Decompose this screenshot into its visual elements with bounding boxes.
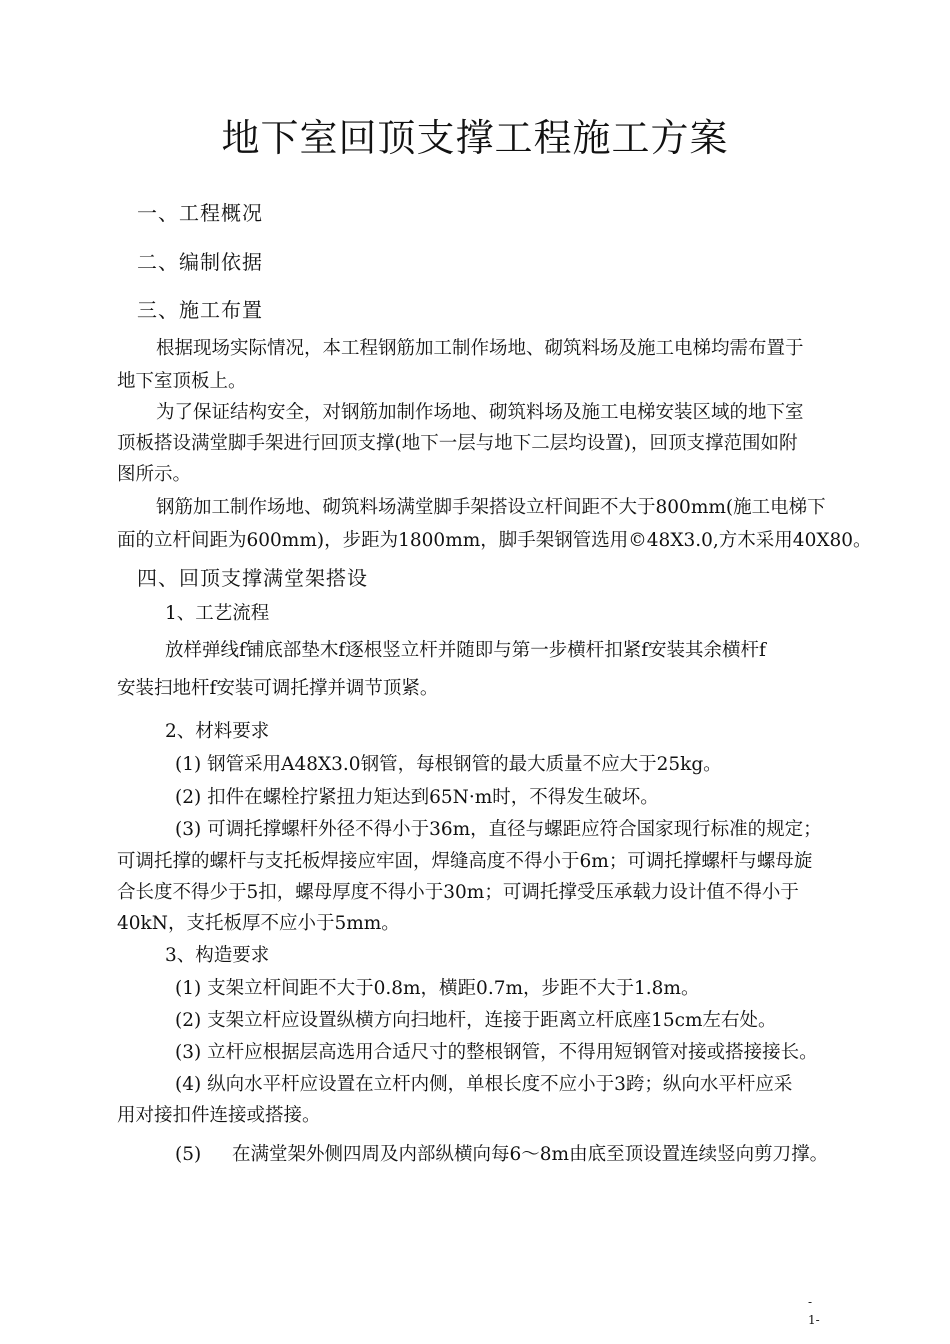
process-line: 安装扫地杆f安装可调托撑并调节顶紧。 (117, 678, 439, 699)
page-title: 地下室回顶支撑工程施工方案 (221, 116, 729, 160)
material-item-3: (3) 可调托撑螺杆外径不得小于36m，直径与螺距应符合国家现行标准的规定； (175, 819, 822, 840)
construction-item-4-line: 用对接扣件连接或搭接。 (117, 1105, 321, 1126)
subsection-heading-3: 3、构造要求 (165, 945, 270, 966)
page-number-dash: - (808, 1295, 813, 1309)
material-item-1: (1) 钢管采用A48X3.0钢管，每根钢管的最大质量不应大于25kg。 (175, 754, 722, 775)
construction-item-5: 在满堂架外侧四周及内部纵横向每6〜8m由底至顶设置连续竖向剪刀撑。 (232, 1144, 829, 1165)
construction-item-1: (1) 支架立杆间距不大于0.8m，横距0.7m，步距不大于1.8m。 (175, 978, 700, 999)
construction-item-3: (3) 立杆应根据层高选用合适尺寸的整根钢管，不得用短钢管对接或搭接接长。 (175, 1042, 818, 1063)
construction-item-2: (2) 支架立杆应设置纵横方向扫地杆，连接于距离立杆底座15cm左右处。 (175, 1010, 777, 1031)
material-item-3-line: 合长度不得少于5扣，螺母厚度不得小于30m；可调托撑受压承载力设计值不得小于 (117, 882, 799, 903)
paragraph-line: 钢筋加工制作场地、砌筑料场满堂脚手架搭设立杆间距不大于800mm(施工电梯下 (156, 497, 826, 518)
process-line: 放样弹线f铺底部垫木f逐根竖立杆并随即与第一步横杆扣紧f安装其余横杆f (165, 640, 766, 661)
construction-item-4: (4) 纵向水平杆应设置在立杆内侧，单根长度不应小于3跨；纵向水平杆应采 (175, 1074, 793, 1095)
page-number: 1- (808, 1313, 820, 1327)
section-heading-2: 二、编制依据 (137, 250, 263, 274)
material-item-2: (2) 扣件在螺栓拧紧扭力矩达到65N·m时，不得发生破坏。 (175, 787, 659, 808)
paragraph-line: 顶板搭设满堂脚手架进行回顶支撑(地下一层与地下二层均设置)，回顶支撑范围如附 (117, 433, 798, 454)
paragraph-line: 面的立杆间距为600mm)，步距为1800mm，脚手架钢管选用©48X3.0,方木采用40X80。 (117, 530, 872, 551)
section-heading-3: 三、施工布置 (137, 298, 263, 322)
paragraph-line: 地下室顶板上。 (117, 371, 247, 392)
section-heading-1: 一、工程概况 (137, 201, 263, 225)
paragraph-line: 为了保证结构安全，对钢筋加制作场地、砌筑料场及施工电梯安装区域的地下室 (156, 402, 804, 423)
subsection-heading-1: 1、工艺流程 (165, 603, 270, 624)
construction-item-5-number: (5) (175, 1144, 202, 1165)
material-item-3-line: 可调托撑的螺杆与支托板焊接应牢固，焊缝高度不得小于6m；可调托撑螺杆与螺母旋 (117, 851, 813, 872)
material-item-3-line: 40kN，支托板厚不应小于5mm。 (117, 913, 400, 934)
section-heading-4: 四、回顶支撑满堂架搭设 (137, 566, 368, 590)
paragraph-line: 图所示。 (117, 464, 192, 485)
subsection-heading-2: 2、材料要求 (165, 721, 270, 742)
paragraph-line: 根据现场实际情况，本工程钢筋加工制作场地、砌筑料场及施工电梯均需布置于 (156, 338, 804, 359)
